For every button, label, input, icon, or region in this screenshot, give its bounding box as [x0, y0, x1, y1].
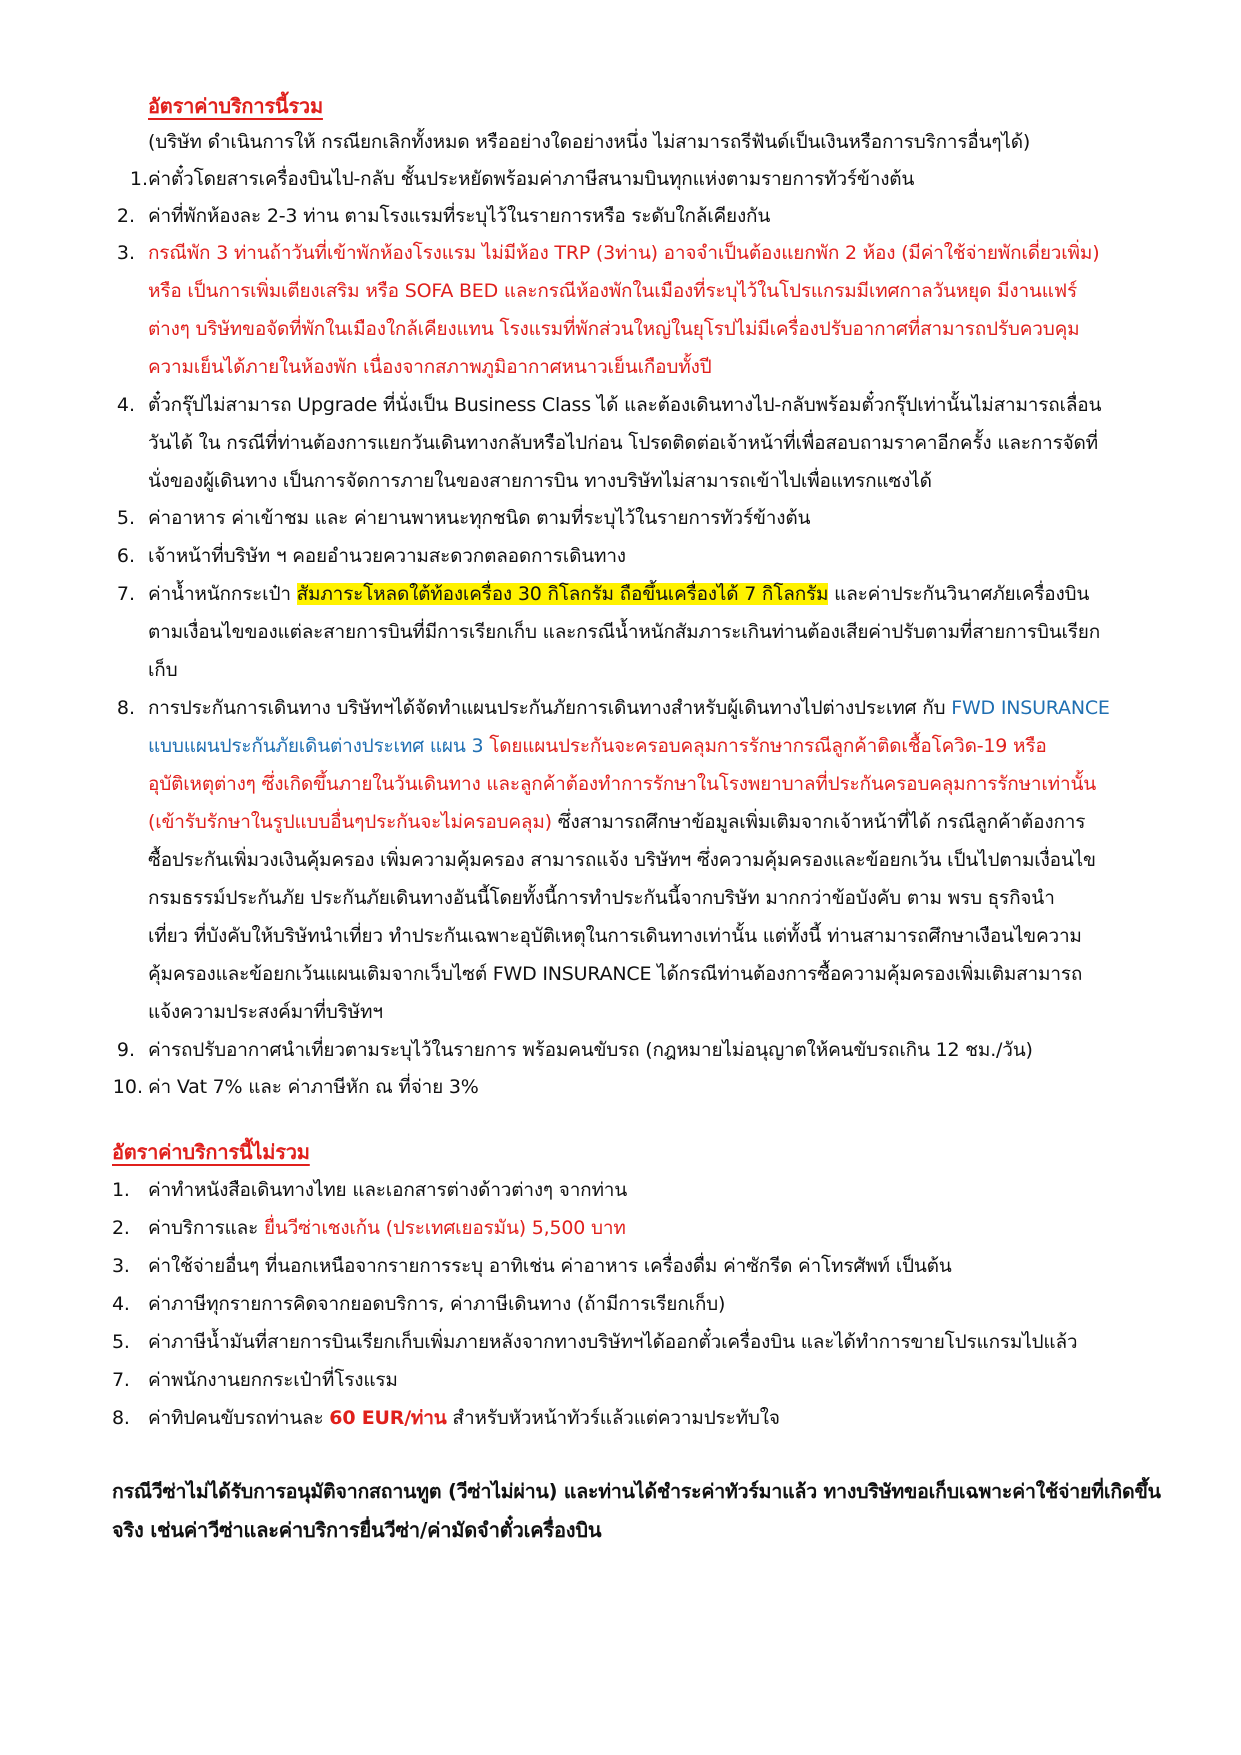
included-item-3-line-2: หรือ เป็นการเพิ่มเตียงเสริม หรือ SOFA BED และกรณีห้องพักในเมืองที่ระบุไว้ในโปรแกรมมีเทศกาลวันหยุด มีงานแฟร์ — [148, 280, 1078, 302]
excluded-item-1-number: 1. — [112, 1179, 130, 1201]
included-item-4-line-1: ตั๋วกรุ๊ปไม่สามารถ Upgrade ที่นั่งเป็น Business Class ได้ และต้องเดินทางไป-กลับพร้อมตั๋วกรุ๊ปเท่านั้นไม่สามารถเลื่อน — [148, 394, 1102, 416]
included-item-9-text: ค่ารถปรับอากาศนำเที่ยวตามระบุไว้ในรายการ พร้อมคนขับรถ (กฎหมายไม่อนุญาตให้คนขับรถเกิน 12 ชม./วัน) — [148, 1039, 1033, 1061]
excluded-item-4-number: 4. — [112, 1293, 130, 1315]
included-item-3-line-3: ต่างๆ บริษัทขอจัดที่พักในเมืองใกล้เคียงแทน โรงแรมที่พักส่วนใหญ่ในยุโรปไม่มีเครื่องปรับอากาศที่สามารถปรับควบคุม — [148, 318, 1080, 340]
excluded-item-2-number: 2. — [112, 1217, 130, 1239]
excluded-heading: อัตราค่าบริการนี้ไม่รวม — [112, 1140, 310, 1164]
included-item-6-text: เจ้าหน้าที่บริษัท ฯ คอยอำนวยความสะดวกตลอดการเดินทาง — [148, 545, 626, 567]
excluded-item-5-number: 5. — [112, 1331, 130, 1353]
included-note: (บริษัท ดำเนินการให้ กรณียกเลิกทั้งหมด หรืออย่างใดอย่างหนึ่ง ไม่สามารถรีฟันด์เป็นเงินหรือการบริการอื่นๆได้) — [148, 131, 1031, 153]
included-item-10-number: 10. — [112, 1076, 143, 1098]
included-heading: อัตราค่าบริการนี้รวม — [148, 94, 323, 118]
included-item-5-number: 5. — [116, 507, 135, 529]
included-item-3-line-4: ความเย็นได้ภายในห้องพัก เนื่องจากสภาพภูมิอากาศหนาวเย็นเกือบทั้งปี — [148, 356, 712, 378]
included-item-8-line-8: คุ้มครองและข้อยกเว้นแผนเติมจากเว็บไซต์ FWD INSURANCE ได้กรณีท่านต้องการซื้อความคุ้มครองเพิ่มเติมสามารถ — [148, 963, 1083, 985]
included-item-8-line-6: กรมธรรม์ประกันภัย ประกันภัยเดินทางอันนี้โดยทั้งนี้การทำประกันนี้จากบริษัท มากกว่าข้อบังคับ ตาม พรบ ธุรกิจนำ — [148, 887, 1055, 909]
included-item-7-line-3: เก็บ — [148, 659, 178, 681]
included-item-4-number: 4. — [116, 394, 135, 416]
excluded-item-7-text: ค่าพนักงานยกกระเป๋าที่โรงแรม — [148, 1369, 398, 1391]
included-item-1-number: 1. — [129, 168, 148, 190]
insurer-name: FWD INSURANCE — [951, 697, 1110, 719]
visa-note-line-2: จริง เช่นค่าวีซ่าและค่าบริการยื่นวีซ่า/ค่ามัดจำตั๋วเครื่องบิน — [112, 1518, 602, 1542]
excluded-item-2-lead: ค่าบริการและ — [148, 1217, 264, 1239]
excluded-item-1-text: ค่าทำหนังสือเดินทางไทย และเอกสารต่างด้าวต่างๆ จากท่าน — [148, 1179, 628, 1201]
included-item-8-line-9: แจ้งความประสงค์มาที่บริษัทฯ — [148, 1001, 383, 1023]
included-item-5-text: ค่าอาหาร ค่าเข้าชม และ ค่ายานพาหนะทุกชนิด ตามที่ระบุไว้ในรายการทัวร์ข้างต้น — [148, 507, 811, 529]
excluded-item-4-text: ค่าภาษีทุกรายการคิดจากยอดบริการ, ค่าภาษีเดินทาง (ถ้ามีการเรียกเก็บ) — [148, 1293, 726, 1315]
baggage-allowance-highlight: สัมภาระโหลดใต้ท้องเครื่อง 30 กิโลกรัม ถือขึ้นเครื่องได้ 7 กิโลกรัม — [296, 583, 829, 605]
included-item-3-number: 3. — [116, 242, 135, 264]
included-item-8-line-1 — [148, 694, 1110, 722]
excluded-item-8-tail: สำหรับหัวหน้าทัวร์แล้วแต่ความประทับใจ — [446, 1407, 780, 1429]
included-item-9-number: 9. — [116, 1039, 135, 1061]
included-item-4-line-3: นั่งของผู้เดินทาง เป็นการจัดการภายในของสายการบิน ทางบริษัทไม่สามารถเข้าไปเพื่อแทรกแซงได้ — [148, 470, 932, 492]
excluded-item-2-text — [148, 1214, 626, 1242]
included-item-4-line-2: วันได้ ใน กรณีที่ท่านต้องการแยกวันเดินทางกลับหรือไปก่อน โปรดติดต่อเจ้าหน้าที่เพื่อสอบถามราคาอีกครั้ง และการจัดที่ — [148, 432, 1098, 454]
included-item-7-line-2: ตามเงื่อนไขของแต่ละสายการบินที่มีการเรียกเก็บ และกรณีน้ำหนักสัมภาระเกินท่านต้องเสียค่าปรับตามที่สายการบินเรียก — [148, 621, 1101, 643]
included-item-3-line-1: กรณีพัก 3 ท่านถ้าวันที่เข้าพักห้องโรงแรม ไม่มีห้อง TRP (3ท่าน) อาจจำเป็นต้องแยกพัก 2 ห้อง (มีค่าใช้จ่ายพักเดี่ยวเพิ่ม) — [148, 242, 1100, 264]
included-item-8-lead: การประกันการเดินทาง บริษัทฯได้จัดทำแผนประกันภัยการเดินทางสำหรับผู้เดินทางไปต่างประเทศ กับ — [148, 697, 952, 719]
insurance-exclusion-note: (เข้ารับรักษาในรูปแบบอื่นๆประกันจะไม่ครอบคลุม) — [148, 811, 552, 833]
included-item-8-line-5: ซื้อประกันเพิ่มวงเงินคุ้มครอง เพิ่มความคุ้มครอง สามารถแจ้ง บริษัทฯ ซึ่งความคุ้มครองและข้อยกเว้น เป็นไปตามเงื่อนไข — [148, 849, 1096, 871]
excluded-item-3-text: ค่าใช้จ่ายอื่นๆ ที่นอกเหนือจากรายการระบุ อาทิเช่น ค่าอาหาร เครื่องดื่ม ค่าซักรีด ค่าโทรศัพท์ เป็นต้น — [148, 1255, 952, 1277]
excluded-item-8-number: 8. — [112, 1407, 130, 1429]
insurance-plan: แบบแผนประกันภัยเดินต่างประเทศ แผน 3 — [148, 735, 490, 757]
included-item-8-line-2 — [148, 732, 1047, 760]
included-item-8-line-4 — [148, 808, 1085, 836]
included-item-2-number: 2. — [116, 205, 135, 227]
excluded-item-8-lead: ค่าทิปคนขับรถท่านละ — [148, 1407, 330, 1429]
included-item-8-number: 8. — [116, 697, 135, 719]
excluded-item-5-text: ค่าภาษีน้ำมันที่สายการบินเรียกเก็บเพิ่มภายหลังจากทางบริษัทฯได้ออกตั๋วเครื่องบิน และได้ทำการขายโปรแกรมไปแล้ว — [148, 1331, 1078, 1353]
included-item-8-tail: ซึ่งสามารถศึกษาข้อมูลเพิ่มเติมจากเจ้าหน้าที่ได้ กรณีลูกค้าต้องการ — [551, 811, 1086, 833]
insurance-coverage-note: โดยแผนประกันจะครอบคลุมการรักษากรณีลูกค้าติดเชื้อโควิด-19 หรือ — [489, 735, 1047, 757]
excluded-item-8-text — [148, 1404, 780, 1432]
included-item-10-text: ค่า Vat 7% และ ค่าภาษีหัก ณ ที่จ่าย 3% — [148, 1076, 479, 1098]
included-item-8-line-7: เที่ยว ที่บังคับให้บริษัทนำเที่ยว ทำประกันเฉพาะอุบัติเหตุในการเดินทางเท่านั้น แต่ทั้งนี้ ท่านสามารถศึกษาเงือนไขความ — [148, 925, 1082, 947]
driver-tip-amount: 60 EUR/ท่าน — [329, 1407, 447, 1429]
included-item-7-tail: และค่าประกันวินาศภัยเครื่องบิน — [828, 583, 1090, 605]
included-item-1-text: ค่าตั๋วโดยสารเครื่องบินไป-กลับ ชั้นประหยัดพร้อมค่าภาษีสนามบินทุกแห่งตามรายการทัวร์ข้างต้น — [148, 168, 915, 190]
included-item-7-number: 7. — [116, 583, 135, 605]
excluded-item-3-number: 3. — [112, 1255, 130, 1277]
excluded-item-7-number: 7. — [112, 1369, 130, 1391]
included-item-8-line-3: อุบัติเหตุต่างๆ ซึ่งเกิดขึ้นภายในวันเดินทาง และลูกค้าต้องทำการรักษาในโรงพยาบาลที่ประกันครอบคลุมการรักษาเท่านั้น — [148, 773, 1097, 795]
included-item-7-line-1 — [148, 580, 1089, 608]
schengen-visa-fee: ยื่นวีซ่าเชงเก้น (ประเทศเยอรมัน) 5,500 บาท — [263, 1217, 626, 1239]
included-item-7-lead: ค่าน้ำหนักกระเป๋า — [148, 583, 297, 605]
included-item-6-number: 6. — [116, 545, 135, 567]
included-item-2-text: ค่าที่พักห้องละ 2-3 ท่าน ตามโรงแรมที่ระบุไว้ในรายการหรือ ระดับใกล้เคียงกัน — [148, 205, 771, 227]
visa-note-line-1: กรณีวีซ่าไม่ได้รับการอนุมัติจากสถานทูต (วีซ่าไม่ผ่าน) และท่านได้ชำระค่าทัวร์มาแล้ว ทางบริษัทขอเก็บเฉพาะค่าใช้จ่ายที่เกิดขึ้น — [112, 1480, 1161, 1503]
